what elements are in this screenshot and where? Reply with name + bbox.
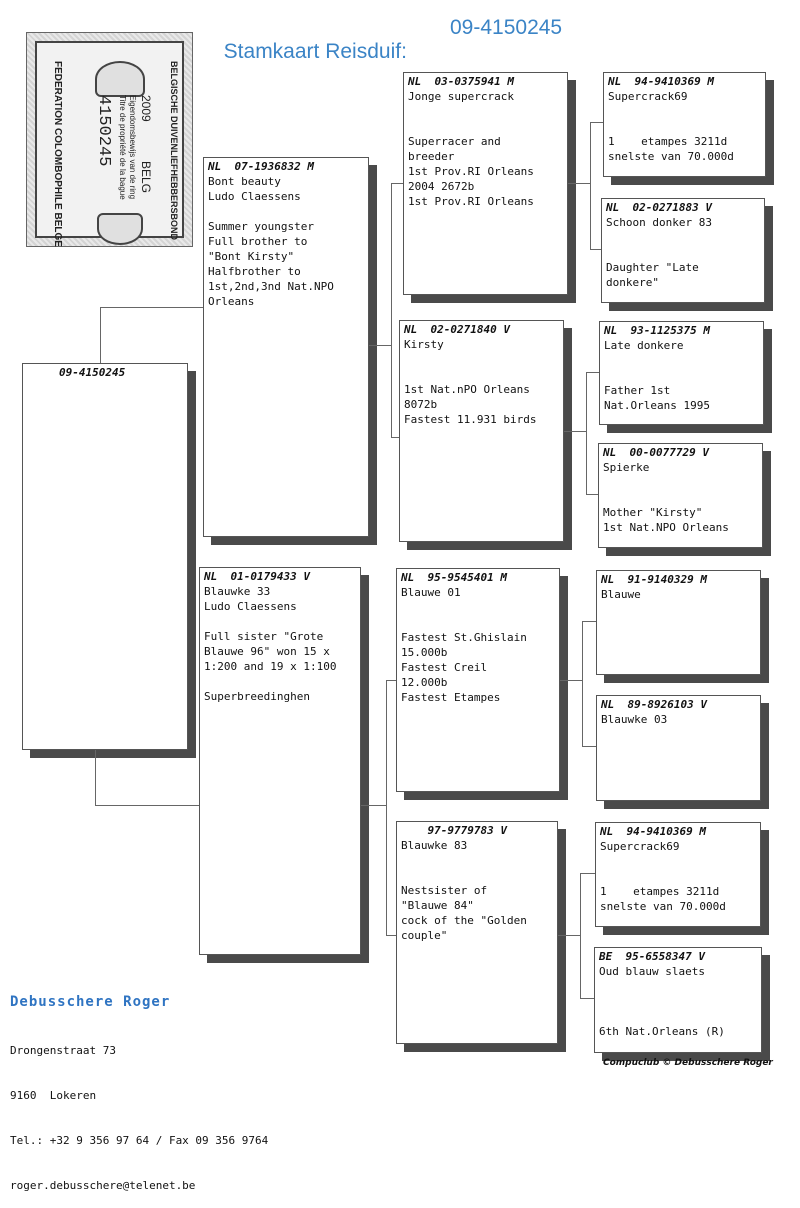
pedigree-line: Ludo Claessens bbox=[208, 190, 301, 203]
pedigree-line: Kirsty bbox=[404, 338, 444, 351]
pedigree-line: Blauwke 83 bbox=[401, 839, 468, 852]
pedigree-line: Blauwe 96" won 15 x bbox=[204, 645, 330, 658]
pedigree-line: 1:200 and 19 x 1:100 bbox=[204, 660, 337, 673]
pedigree-line: donkere" bbox=[606, 276, 659, 289]
connector bbox=[95, 750, 96, 805]
stamp-line1: Eigendomsbewijs van de ring bbox=[128, 95, 137, 200]
stamp-line2: Titre de propriété de la bague bbox=[118, 95, 127, 200]
pedigree-line: Fastest Creil bbox=[401, 661, 488, 674]
ds-dam-card bbox=[596, 695, 761, 801]
pedigree-line: 1 etampes 3211d bbox=[600, 885, 720, 898]
pedigree-line bbox=[595, 979, 761, 994]
pedigree-line: Ludo Claessens bbox=[204, 600, 297, 613]
ring-number: NL 94-9410369 M bbox=[608, 75, 714, 88]
pedigree-line bbox=[599, 490, 762, 505]
pedigree-line bbox=[596, 854, 760, 869]
connector bbox=[580, 873, 581, 998]
connector bbox=[369, 345, 391, 346]
pedigree-line: 1 etampes 3211d bbox=[608, 135, 728, 148]
connector bbox=[582, 621, 583, 746]
connector bbox=[582, 621, 596, 622]
pedigree-line bbox=[604, 119, 765, 134]
owner-city: 9160 Lokeren bbox=[10, 1089, 97, 1102]
ds-sire-card bbox=[596, 570, 761, 675]
sd-dam-card bbox=[598, 443, 763, 548]
pedigree-line bbox=[397, 600, 559, 615]
pedigree-line bbox=[200, 674, 360, 689]
subject-card bbox=[22, 363, 188, 750]
pedigree-line: Superbreedinghen bbox=[204, 690, 310, 703]
connector bbox=[391, 437, 399, 438]
ring-number: NL 00-0077729 V bbox=[603, 446, 709, 459]
pedigree-line: Supercrack69 bbox=[608, 90, 688, 103]
pedigree-line: Mother "Kirsty" bbox=[603, 506, 703, 519]
pedigree-line: couple" bbox=[401, 929, 448, 942]
pedigree-line: Fastest St.Ghislain bbox=[401, 631, 527, 644]
connector bbox=[386, 935, 396, 936]
connector bbox=[100, 307, 101, 363]
pedigree-line: Schoon donker 83 bbox=[606, 216, 712, 229]
pedigree-line: Daughter "Late bbox=[606, 261, 699, 274]
connector bbox=[558, 935, 580, 936]
pedigree-line: "Blauwe 84" bbox=[401, 899, 474, 912]
pedigree-line: Late donkere bbox=[604, 339, 684, 352]
connector bbox=[590, 249, 601, 250]
ring-number: NL 91-9140329 M bbox=[601, 573, 707, 586]
sire-card bbox=[203, 157, 369, 537]
stamp-frame bbox=[35, 41, 184, 247]
ring-number: NL 02-0271883 V bbox=[606, 201, 712, 214]
pedigree-line: 1st Nat.NPO Orleans bbox=[603, 521, 729, 534]
pedigree-line bbox=[400, 352, 563, 367]
pedigree-line: snelste van 70.000d bbox=[600, 900, 726, 913]
connector bbox=[361, 805, 386, 806]
connector bbox=[560, 680, 582, 681]
subject-ring: 09-4150245 bbox=[59, 366, 126, 379]
ring-number: NL 02-0271840 V bbox=[404, 323, 510, 336]
ring-number: 97-9779783 V bbox=[401, 824, 507, 837]
stamp-year: 2009 bbox=[139, 95, 153, 122]
pedigree-line bbox=[404, 119, 567, 134]
pedigree-line bbox=[397, 615, 559, 630]
ring-number: NL 89-8926103 V bbox=[601, 698, 707, 711]
dam-card bbox=[199, 567, 361, 955]
pedigree-line: Fastest Etampes bbox=[401, 691, 501, 704]
stamp-number: 4150245 bbox=[94, 95, 113, 167]
software-credit: Compuclub © Debusschere Roger bbox=[603, 1058, 773, 1068]
pedigree-line: breeder bbox=[408, 150, 455, 163]
dd-sire-card bbox=[595, 822, 761, 927]
connector bbox=[95, 805, 199, 806]
pedigree-line: Bont beauty bbox=[208, 175, 281, 188]
ring-number: NL 93-1125375 M bbox=[604, 324, 710, 337]
pedigree-line bbox=[595, 1009, 761, 1024]
pedigree-line: 6th Nat.Orleans (R) bbox=[599, 1025, 725, 1038]
pedigree-line: Orleans bbox=[208, 295, 255, 308]
connector bbox=[580, 873, 595, 874]
pedigree-line: Full brother to bbox=[208, 235, 308, 248]
stamp-seal-top bbox=[95, 61, 145, 97]
pedigree-line: Blauwe 01 bbox=[401, 586, 461, 599]
owner-phone: Tel.: +32 9 356 97 64 / Fax 09 356 9764 bbox=[10, 1134, 269, 1147]
ring-number: NL 94-9410369 M bbox=[600, 825, 706, 838]
pedigree-line bbox=[200, 614, 360, 629]
connector bbox=[582, 746, 596, 747]
pedigree-line bbox=[604, 104, 765, 119]
stamp-country: BELG bbox=[139, 161, 153, 194]
pedigree-line bbox=[397, 853, 557, 868]
title-ring-number: 09-4150245 bbox=[450, 16, 563, 39]
pedigree-line: "Bont Kirsty" bbox=[208, 250, 295, 263]
connector bbox=[586, 372, 599, 373]
sire-dam-card bbox=[399, 320, 564, 542]
pedigree-line: cock of the "Golden bbox=[401, 914, 527, 927]
pedigree-line: 1st Nat.nPO Orleans bbox=[404, 383, 530, 396]
dam-dam-card bbox=[396, 821, 558, 1044]
dam-sire-card bbox=[396, 568, 560, 792]
ring-number: NL 07-1936832 M bbox=[208, 160, 314, 173]
pedigree-line: 15.000b bbox=[401, 646, 448, 659]
pedigree-line bbox=[595, 994, 761, 1009]
pedigree-line: Spierke bbox=[603, 461, 650, 474]
ring-number: BE 95-6558347 V bbox=[599, 950, 705, 963]
pedigree-line: Nestsister of bbox=[401, 884, 488, 897]
pedigree-line bbox=[599, 475, 762, 490]
connector bbox=[590, 122, 603, 123]
pedigree-line: 8072b bbox=[404, 398, 438, 411]
stamp-seal-bottom bbox=[97, 213, 143, 245]
pedigree-line: Halfbrother to bbox=[208, 265, 301, 278]
pedigree-line bbox=[602, 230, 764, 245]
pedigree-line bbox=[602, 245, 764, 260]
pedigree-line: Father 1st bbox=[604, 384, 671, 397]
ownership-stamp bbox=[26, 32, 193, 247]
connector bbox=[386, 680, 396, 681]
pedigree-line bbox=[204, 204, 368, 219]
pedigree-line: 1st Prov.RI Orleans bbox=[408, 195, 534, 208]
pedigree-line bbox=[400, 367, 563, 382]
pedigree-line: 1st,2nd,3nd Nat.NPO bbox=[208, 280, 334, 293]
owner-email: roger.debusschere@telenet.be bbox=[10, 1179, 196, 1192]
pedigree-line: Blauwke 33 bbox=[204, 585, 271, 598]
connector bbox=[386, 680, 387, 935]
owner-info bbox=[10, 963, 268, 1208]
pedigree-line: 12.000b bbox=[401, 676, 448, 689]
pedigree-line: 2004 2672b bbox=[408, 180, 475, 193]
connector bbox=[100, 307, 203, 308]
sd-sire-card bbox=[599, 321, 764, 425]
connector bbox=[586, 372, 587, 494]
connector bbox=[391, 183, 403, 184]
stamp-federation-text: FEDERATION COLOMBOPHILE BELGE bbox=[52, 61, 63, 247]
ring-number: NL 95-9545401 M bbox=[401, 571, 507, 584]
owner-name: Debusschere Roger bbox=[10, 994, 171, 1010]
pedigree-line bbox=[596, 869, 760, 884]
connector bbox=[564, 431, 586, 432]
pedigree-line bbox=[600, 368, 763, 383]
pedigree-line: Blauwke 03 bbox=[601, 713, 668, 726]
pedigree-line: snelste van 70.000d bbox=[608, 150, 734, 163]
pedigree-line: Fastest 11.931 birds bbox=[404, 413, 537, 426]
pedigree-line: Full sister "Grote bbox=[204, 630, 324, 643]
ss-sire-card bbox=[603, 72, 766, 177]
stamp-bond-text: BELGISCHE DUIVENLIEFHEBBERSBOND bbox=[169, 61, 179, 241]
pedigree-line bbox=[397, 868, 557, 883]
pedigree-line bbox=[404, 104, 567, 119]
connector bbox=[568, 183, 590, 184]
pedigree-line: Summer youngster bbox=[208, 220, 314, 233]
ring-number: NL 03-0375941 M bbox=[408, 75, 514, 88]
connector bbox=[590, 122, 591, 249]
pedigree-line: Blauwe bbox=[601, 588, 641, 601]
ss-dam-card bbox=[601, 198, 765, 303]
connector bbox=[586, 494, 598, 495]
pedigree-line: Supercrack69 bbox=[600, 840, 680, 853]
connector bbox=[580, 998, 594, 999]
pedigree-line: Jonge supercrack bbox=[408, 90, 514, 103]
pedigree-line bbox=[600, 353, 763, 368]
pedigree-line: Superracer and bbox=[408, 135, 501, 148]
pedigree-line: Nat.Orleans 1995 bbox=[604, 399, 710, 412]
ring-number: NL 01-0179433 V bbox=[204, 570, 310, 583]
pedigree-line: 1st Prov.RI Orleans bbox=[408, 165, 534, 178]
title-label: Stamkaart Reisduif: bbox=[223, 40, 407, 63]
pedigree-line: Oud blauw slaets bbox=[599, 965, 705, 978]
connector bbox=[391, 183, 392, 437]
owner-street: Drongenstraat 73 bbox=[10, 1044, 116, 1057]
sire-sire-card bbox=[403, 72, 568, 295]
dd-dam-card bbox=[594, 947, 762, 1053]
